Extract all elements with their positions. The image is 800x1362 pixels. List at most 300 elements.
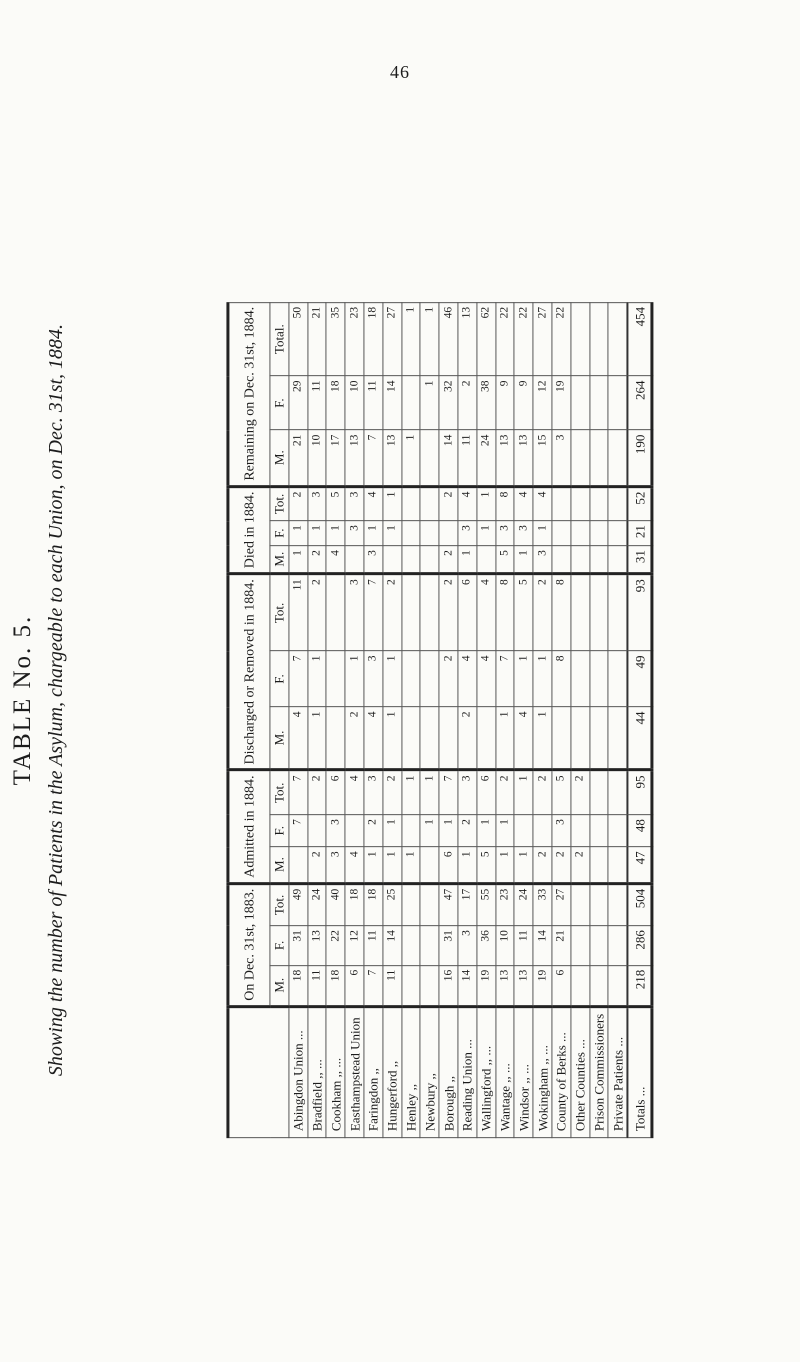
table-cell: 52: [628, 486, 653, 521]
table-cell: 2: [533, 770, 552, 815]
table-cell: 2: [458, 707, 477, 770]
table-cell: 8: [495, 486, 514, 521]
table-cell: 504: [628, 883, 653, 925]
table-cell: 3: [458, 521, 477, 546]
union-name: Borough ,,: [439, 1006, 458, 1137]
table-cell: 7: [439, 770, 458, 815]
table-cell: 2: [364, 815, 383, 847]
table-cell: [608, 521, 627, 546]
table-cell: 7: [364, 965, 383, 1006]
table-cell: 5: [514, 574, 533, 651]
table-row: [326, 302, 345, 1137]
table-cell: [571, 521, 590, 546]
table-cell: [420, 965, 439, 1006]
table-cell: 7: [289, 770, 308, 815]
table-cell: 31: [289, 926, 308, 966]
table-cell: 2: [308, 546, 327, 574]
sub-header-m: M.: [270, 546, 289, 574]
table-subtitle: Showing the number of Patients in the Asylum, chargeable to each Union, on Dec. 31st, 1884.: [45, 323, 67, 1077]
table-cell: 6: [345, 965, 364, 1006]
table-cell: 11: [308, 376, 327, 430]
sub-header-m: M.: [270, 430, 289, 486]
table-cell: [608, 574, 627, 651]
union-name: Reading Union ...: [458, 1006, 477, 1137]
sub-header-total: Total.: [270, 302, 289, 376]
table-cell: 1: [289, 521, 308, 546]
table-cell: 38: [477, 376, 496, 430]
table-title: TABLE No. 5.: [9, 614, 36, 786]
table-cell: 8: [495, 574, 514, 651]
table-cell: [420, 574, 439, 651]
table-cell: 4: [514, 707, 533, 770]
table-cell: 3: [326, 847, 345, 883]
table-row: [289, 302, 308, 1137]
table-body: [289, 302, 652, 1137]
table-cell: 62: [477, 302, 496, 376]
table-cell: 4: [477, 574, 496, 651]
table-cell: 1: [477, 521, 496, 546]
table-cell: [589, 651, 608, 707]
table-cell: 21: [628, 521, 653, 546]
table-cell: [571, 574, 590, 651]
table-cell: 13: [495, 965, 514, 1006]
table-cell: 11: [364, 926, 383, 966]
table-cell: [308, 815, 327, 847]
union-name: County of Berks ...: [552, 1006, 571, 1137]
table-cell: 21: [308, 302, 327, 376]
table-cell: [608, 770, 627, 815]
totals-label: Totals ...: [628, 1006, 653, 1137]
table-cell: 4: [477, 651, 496, 707]
table-cell: [420, 707, 439, 770]
table-row: [608, 302, 627, 1137]
table-cell: 47: [628, 847, 653, 883]
table-cell: 22: [552, 302, 571, 376]
table-cell: 22: [326, 926, 345, 966]
sub-header-m: M.: [270, 707, 289, 770]
table-row: [514, 302, 533, 1137]
patients-table-wrapper: [226, 302, 653, 1138]
table-cell: [571, 376, 590, 430]
table-cell: [326, 574, 345, 651]
table-cell: 4: [326, 546, 345, 574]
table-cell: 13: [458, 302, 477, 376]
table-cell: [608, 965, 627, 1006]
table-cell: 4: [514, 486, 533, 521]
table-cell: [589, 965, 608, 1006]
table-cell: 2: [439, 574, 458, 651]
sub-header-tot: Tot.: [270, 770, 289, 815]
table-cell: [420, 546, 439, 574]
table-cell: 3: [552, 430, 571, 486]
table-cell: 1: [533, 521, 552, 546]
union-column-header: [228, 1006, 289, 1137]
table-cell: [608, 546, 627, 574]
table-cell: [420, 883, 439, 925]
table-cell: 6: [439, 847, 458, 883]
table-cell: [589, 847, 608, 883]
table-cell: 6: [552, 965, 571, 1006]
sub-header-tot: Tot.: [270, 883, 289, 925]
table-cell: [402, 815, 421, 847]
table-cell: [608, 376, 627, 430]
table-row: [495, 302, 514, 1137]
table-cell: [571, 926, 590, 966]
table-cell: 6: [477, 770, 496, 815]
table-cell: 1: [308, 651, 327, 707]
table-cell: 1: [458, 847, 477, 883]
table-cell: [608, 430, 627, 486]
table-cell: 21: [289, 430, 308, 486]
table-cell: 1: [383, 521, 402, 546]
table-cell: 25: [383, 883, 402, 925]
table-cell: [589, 574, 608, 651]
table-cell: 11: [514, 926, 533, 966]
table-cell: [402, 574, 421, 651]
table-cell: 95: [628, 770, 653, 815]
table-cell: [552, 707, 571, 770]
table-cell: 8: [552, 651, 571, 707]
table-cell: 11: [458, 430, 477, 486]
table-cell: 1: [533, 651, 552, 707]
table-cell: [571, 815, 590, 847]
table-cell: [571, 883, 590, 925]
sub-header-m: M.: [270, 847, 289, 883]
table-cell: 1: [514, 847, 533, 883]
table-cell: 2: [439, 486, 458, 521]
table-cell: 2: [495, 770, 514, 815]
union-name: Cookham ,, ...: [326, 1006, 345, 1137]
table-cell: 31: [439, 926, 458, 966]
table-cell: [402, 651, 421, 707]
table-cell: 5: [477, 847, 496, 883]
table-row: [533, 302, 552, 1137]
table-cell: 17: [458, 883, 477, 925]
table-cell: [589, 926, 608, 966]
table-cell: 9: [495, 376, 514, 430]
table-cell: 1: [326, 521, 345, 546]
table-cell: 1: [514, 651, 533, 707]
sub-header-m: M.: [270, 965, 289, 1006]
table-cell: 2: [308, 847, 327, 883]
table-cell: 19: [552, 376, 571, 430]
table-cell: 1: [495, 815, 514, 847]
table-cell: 14: [383, 926, 402, 966]
table-cell: [420, 847, 439, 883]
table-cell: 1: [402, 847, 421, 883]
table-cell: 10: [308, 430, 327, 486]
table-cell: 6: [326, 770, 345, 815]
table-cell: [608, 707, 627, 770]
group-header: Admitted in 1884.: [228, 770, 270, 883]
table-cell: 3: [345, 574, 364, 651]
table-cell: 14: [439, 430, 458, 486]
table-cell: 29: [289, 376, 308, 430]
table-cell: 4: [458, 486, 477, 521]
table-cell: 6: [458, 574, 477, 651]
table-cell: 47: [439, 883, 458, 925]
table-cell: 3: [364, 546, 383, 574]
table-heading: [6, 100, 86, 1300]
table-cell: [552, 486, 571, 521]
table-cell: [589, 486, 608, 521]
table-row: [571, 302, 590, 1137]
table-cell: 1: [514, 770, 533, 815]
table-cell: 2: [345, 707, 364, 770]
table-cell: 1: [420, 376, 439, 430]
table-cell: 11: [289, 574, 308, 651]
table-row: [402, 302, 421, 1137]
table-cell: 11: [383, 965, 402, 1006]
table-row: [439, 302, 458, 1137]
table-row: [552, 302, 571, 1137]
group-header: Discharged or Removed in 1884.: [228, 574, 270, 770]
table-cell: 3: [345, 486, 364, 521]
table-cell: [589, 546, 608, 574]
table-cell: 10: [495, 926, 514, 966]
patients-table: [226, 302, 653, 1138]
table-cell: 1: [289, 546, 308, 574]
table-cell: 18: [364, 883, 383, 925]
table-cell: 3: [458, 926, 477, 966]
table-cell: 7: [289, 815, 308, 847]
table-cell: 12: [533, 376, 552, 430]
table-cell: 1: [383, 815, 402, 847]
table-cell: 23: [345, 302, 364, 376]
table-cell: 1: [345, 651, 364, 707]
table-row: [308, 302, 327, 1137]
table-cell: 1: [420, 302, 439, 376]
table-cell: 13: [308, 926, 327, 966]
table-cell: [589, 770, 608, 815]
union-name: Abingdon Union ...: [289, 1006, 308, 1137]
table-cell: 7: [495, 651, 514, 707]
table-cell: [571, 546, 590, 574]
table-cell: 1: [477, 815, 496, 847]
table-cell: 1: [533, 707, 552, 770]
table-cell: 5: [552, 770, 571, 815]
table-row: [345, 302, 364, 1137]
table-cell: 1: [364, 847, 383, 883]
table-cell: [589, 302, 608, 376]
union-name: Wokingham ,, ...: [533, 1006, 552, 1137]
table-cell: [326, 707, 345, 770]
table-cell: 2: [439, 651, 458, 707]
table-cell: [289, 847, 308, 883]
table-cell: 3: [533, 546, 552, 574]
table-cell: 4: [289, 707, 308, 770]
table-cell: 3: [364, 651, 383, 707]
table-cell: 1: [420, 815, 439, 847]
table-cell: 4: [364, 707, 383, 770]
table-cell: [608, 926, 627, 966]
table-cell: [571, 707, 590, 770]
page-number: 46: [390, 62, 410, 82]
table-cell: 33: [533, 883, 552, 925]
table-cell: 3: [345, 521, 364, 546]
table-cell: [420, 926, 439, 966]
table-cell: [402, 486, 421, 521]
table-cell: [477, 546, 496, 574]
table-cell: 2: [458, 815, 477, 847]
sub-header-f: F.: [270, 926, 289, 966]
table-cell: [383, 546, 402, 574]
table-cell: 49: [628, 651, 653, 707]
table-cell: 18: [364, 302, 383, 376]
table-cell: 4: [458, 651, 477, 707]
table-cell: [402, 707, 421, 770]
table-cell: 3: [308, 486, 327, 521]
table-cell: [608, 883, 627, 925]
table-cell: 22: [514, 302, 533, 376]
sub-header-f: F.: [270, 815, 289, 847]
union-name: Easthampstead Union: [345, 1006, 364, 1137]
table-cell: 3: [495, 521, 514, 546]
table-cell: 7: [289, 651, 308, 707]
table-cell: [608, 815, 627, 847]
table-cell: [589, 815, 608, 847]
table-cell: 3: [514, 521, 533, 546]
table-cell: 7: [364, 574, 383, 651]
table-cell: 2: [383, 574, 402, 651]
table-cell: 2: [289, 486, 308, 521]
table-cell: [439, 521, 458, 546]
table-cell: 2: [552, 847, 571, 883]
table-cell: 9: [514, 376, 533, 430]
table-cell: 10: [345, 376, 364, 430]
table-row: [458, 302, 477, 1137]
table-cell: [402, 965, 421, 1006]
union-name: Faringdon ,,: [364, 1006, 383, 1137]
table-cell: 2: [308, 574, 327, 651]
sub-header-tot: Tot.: [270, 574, 289, 651]
table-cell: [420, 651, 439, 707]
table-row: [477, 302, 496, 1137]
table-cell: 4: [364, 486, 383, 521]
table-cell: [326, 651, 345, 707]
table-cell: [402, 521, 421, 546]
table-cell: 13: [514, 430, 533, 486]
table-cell: 27: [533, 302, 552, 376]
table-cell: [571, 651, 590, 707]
table-cell: 1: [514, 546, 533, 574]
table-cell: 1: [439, 815, 458, 847]
union-name: Wallingford ,, ...: [477, 1006, 496, 1137]
table-cell: [571, 430, 590, 486]
table-cell: [552, 546, 571, 574]
table-cell: [533, 815, 552, 847]
table-cell: 11: [308, 965, 327, 1006]
table-cell: 2: [383, 770, 402, 815]
table-cell: 2: [533, 847, 552, 883]
table-cell: 2: [439, 546, 458, 574]
table-cell: 16: [439, 965, 458, 1006]
sub-header-f: F.: [270, 521, 289, 546]
table-cell: 1: [402, 770, 421, 815]
table-cell: 4: [533, 486, 552, 521]
table-cell: 1: [383, 707, 402, 770]
table-cell: 13: [514, 965, 533, 1006]
table-cell: 264: [628, 376, 653, 430]
group-header-row: [228, 302, 270, 1137]
table-cell: 4: [345, 847, 364, 883]
table-cell: 11: [364, 376, 383, 430]
table-cell: 3: [326, 815, 345, 847]
table-cell: 3: [458, 770, 477, 815]
union-name: Wantage ,, ...: [495, 1006, 514, 1137]
group-header: Remaining on Dec. 31st, 1884.: [228, 302, 270, 486]
table-cell: 190: [628, 430, 653, 486]
table-cell: 1: [495, 707, 514, 770]
table-cell: 32: [439, 376, 458, 430]
table-cell: [402, 546, 421, 574]
table-cell: 35: [326, 302, 345, 376]
table-cell: 50: [289, 302, 308, 376]
table-cell: 1: [383, 847, 402, 883]
table-cell: 19: [477, 965, 496, 1006]
table-cell: 44: [628, 707, 653, 770]
table-cell: 27: [383, 302, 402, 376]
table-cell: 2: [571, 770, 590, 815]
table-cell: 40: [326, 883, 345, 925]
union-name: Bradfield ,, ...: [308, 1006, 327, 1137]
table-cell: 1: [495, 847, 514, 883]
table-cell: [439, 707, 458, 770]
table-cell: 14: [533, 926, 552, 966]
table-cell: 1: [402, 430, 421, 486]
table-cell: 286: [628, 926, 653, 966]
table-cell: [420, 430, 439, 486]
table-row: [420, 302, 439, 1137]
table-cell: 218: [628, 965, 653, 1006]
table-cell: 1: [402, 302, 421, 376]
table-cell: 24: [477, 430, 496, 486]
table-cell: [552, 521, 571, 546]
table-cell: 36: [477, 926, 496, 966]
table-cell: 1: [477, 486, 496, 521]
totals-row: [628, 302, 653, 1137]
table-cell: [571, 965, 590, 1006]
sub-header-f: F.: [270, 651, 289, 707]
table-row: [589, 302, 608, 1137]
group-header: On Dec. 31st, 1883.: [228, 883, 270, 1006]
group-header: Died in 1884.: [228, 486, 270, 574]
table-cell: [345, 815, 364, 847]
table-cell: 1: [420, 770, 439, 815]
table-cell: 2: [308, 770, 327, 815]
table-cell: 7: [364, 430, 383, 486]
table-row: [383, 302, 402, 1137]
table-row: [364, 302, 383, 1137]
table-cell: 2: [571, 847, 590, 883]
union-name: Private Patients ...: [608, 1006, 627, 1137]
table-cell: 2: [533, 574, 552, 651]
table-cell: 15: [533, 430, 552, 486]
union-name: Windsor ,, ...: [514, 1006, 533, 1137]
table-cell: 48: [628, 815, 653, 847]
table-cell: 46: [439, 302, 458, 376]
table-cell: 93: [628, 574, 653, 651]
table-cell: 21: [552, 926, 571, 966]
sub-header-f: F.: [270, 376, 289, 430]
table-cell: 13: [495, 430, 514, 486]
table-cell: 1: [308, 707, 327, 770]
table-cell: 1: [458, 546, 477, 574]
table-cell: 1: [383, 486, 402, 521]
table-cell: 12: [345, 926, 364, 966]
table-cell: [402, 926, 421, 966]
table-cell: [589, 376, 608, 430]
